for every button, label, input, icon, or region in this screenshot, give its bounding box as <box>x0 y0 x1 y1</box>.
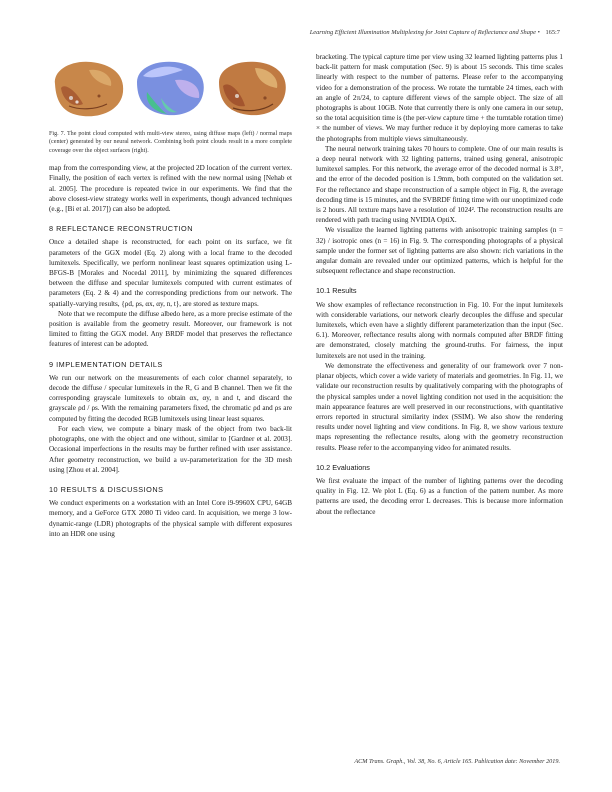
paragraph-visualize: We visualize the learned lighting patterns with anisotropic training samples (n = 32) / isotropic ones (n = 16) in Fig. 9. The corresponding photographs of a physical sample under the former set of lighting patterns are also shown: rich variations in the angular domain are revealed under our optimized patterns, which is helpful for the subsequent reflectance and shape reconstruction. <box>316 226 563 276</box>
section-9-paragraph-1: We run our network on the measurements of each color channel separately, to decode the diffuse / specular lumitexels in the R, G and B channel. Then we fit the corresponding grayscale lumitexels to obtain αx, αy, n and t, and discard the grayscale ρd / ρs. With the remaining parameters fixed, the chromatic ρd and ρs are computed by fitting the decoded RGB lumitexels using linear least squares. <box>49 373 292 423</box>
figure-panel-combined <box>213 52 292 124</box>
section-9-paragraph-2: For each view, we compute a binary mask of the object from two back-lit photographs, one with the object and one without, similar to [Gardner et al. 2003]. Occasional imperfections in the results may be further refined with user assistance. After geometry reconstruction, we build a uv-parameterization for the 3D mesh using [Zhou et al. 2004]. <box>49 424 292 474</box>
section-10-paragraph-1: We conduct experiments on a workstation with an Intel Core i9-9960X CPU, 64GB memory, and a GeForce GTX 2080 Ti video card. In acquisition, we merge 3 low-dynamic-range (LDR) photographs of the physical sample with different exposures into an HDR one using <box>49 499 292 538</box>
running-title: Learning Efficient Illumination Multiplexing for Joint Capture of Reflectance and Shape <box>309 29 536 36</box>
section-10-heading: 10 RESULTS & DISCUSSIONS <box>49 484 164 494</box>
right-column <box>316 52 563 517</box>
paragraph-continuation-right: bracketing. The typical capture time per view using 32 learned lighting patterns plus 1 back-lit pattern for mask computation (Sec. 9) is about 15 seconds. This time scales linearly with respect to the number of patterns. Please refer to the accompanying video for a demonstration of the process. We rotate the turntable 24 times, each with an angle of 2π/24, to capture different views of the sample object. The size of all photographs is about 10GB. Note that currently there is only one camera in our setup, so the total acquisition time is (the per-view capture time + the turntable rotation time) × the number of views. We may further reduce it by deploying more cameras to take the photographs from multiple views simultaneously. <box>316 53 563 143</box>
subsection-10-2-heading: 10.2 Evaluations <box>316 462 370 472</box>
header-bullet: • <box>537 29 540 36</box>
section-8-paragraph-1: Once a detailed shape is reconstructed, for each point on its surface, we fit parameters of the GGX model (Eq. 2) along with a local frame to the decoded lumitexels. Specifically, we perform nonlinear least squares optimization using L-BFGS-B [Morales and Nocedal 2011], by minimizing the squared differences between the diffuse and specular lumitexels computed with current estimates of parameters (Eq. 2 & 4) and the corresponding predictions from our network. The spatially-varying results, {ρd, ρs, αx, αy, n, t}, are stored as texture maps. <box>49 238 292 308</box>
left-column <box>49 52 292 539</box>
figure-7 <box>49 52 292 124</box>
section-8-heading: 8 REFLECTANCE RECONSTRUCTION <box>49 224 194 234</box>
paragraph-training: The neural network training takes 70 hours to complete. One of our main results is a deep neural network with 32 lighting patterns, trained using general, anisotropic lumitexel samples. For this network, the average error of the decoded normal is 3.8°, and the error of the decoded position is 1.9mm, both computed on the validation set. For the reflectance and shape reconstruction of a sample object in Fig. 8, the average decoding time is 15 minutes, and the SVBRDF fitting time with our unoptimized code is 2 hours. All texture maps have a resolution of 1024². The reconstruction results are rendered with path tracing using NVIDIA OptiX. <box>316 144 563 225</box>
section-9-heading: 9 IMPLEMENTATION DETAILS <box>49 359 163 369</box>
paragraph-continuation: map from the corresponding view, at the projected 2D location of the current vertex. Finally, the position of each vertex is refined with the new normal using [Nehab et al. 2005]. The procedure is repeated twice in our experiments. We find that the above closest-view strategy works well in experiments, though advanced techniques (e.g., [Bi et al. 2017]) can also be adopted. <box>49 164 292 214</box>
page-footer: ACM Trans. Graph., Vol. 38, No. 6, Article 165. Publication date: November 2019. <box>354 758 560 765</box>
figure-panel-diffuse <box>49 52 128 124</box>
page-number: 165:7 <box>545 29 560 36</box>
figure-panel-normal <box>131 52 210 124</box>
section-8-paragraph-2: Note that we recompute the diffuse albedo here, as a more precise estimate of the position is available from the geometry result. Moreover, our framework is not limited to fitting the GGX model. Any BRDF model that preserves the reflectance features of interest can be adopted. <box>49 309 292 349</box>
subsection-10-2-paragraph-1: We first evaluate the impact of the number of lighting patterns over the decoding quality in Fig. 12. We plot L (Eq. 6) as a function of the pattern number. As more patterns are used, the decoding error L decreases. This is because more information about the reflectance <box>316 476 563 516</box>
subsection-10-1-paragraph-2: We demonstrate the effectiveness and generality of our framework over 7 non-planar objects, which cover a wide variety of materials and geometries. In Fig. 11, we validate our reconstruction results by qualitatively comparing with the photographs of the physical samples under a novel lighting condition not used in the acquisition: the main appearance features are well preserved in our reconstructions, with quantitative errors reported in structural similarity index (SSIM). We also show the rendering results under novel lighting and view conditions. In Fig. 8, we show various texture maps representing the reflectance results, along with the geometry reconstruction results. Please refer to the accompanying video for animated results. <box>316 361 563 452</box>
subsection-10-1-heading: 10.1 Results <box>316 286 357 296</box>
subsection-10-1-paragraph-1: We show examples of reflectance reconstruction in Fig. 10. For the input lumitexels with considerable variations, our network clearly decouples the diffuse and specular lumitexels, which even have a slightly different parameterization than the input (Sec. 6.1). Moreover, reflectance results along with normals computed after BRDF fitting are demonstrated, closely matching the ground-truths. For fairness, the input lumitexels are not used in the training. <box>316 300 563 360</box>
figure-7-caption: Fig. 7. The point cloud computed with multi-view stereo, using diffuse maps (left) / normal maps (center) generated by our neural network. Combining both point clouds result in a more complete coverage over the object surfaces (right). <box>49 131 292 154</box>
running-header <box>52 29 560 36</box>
